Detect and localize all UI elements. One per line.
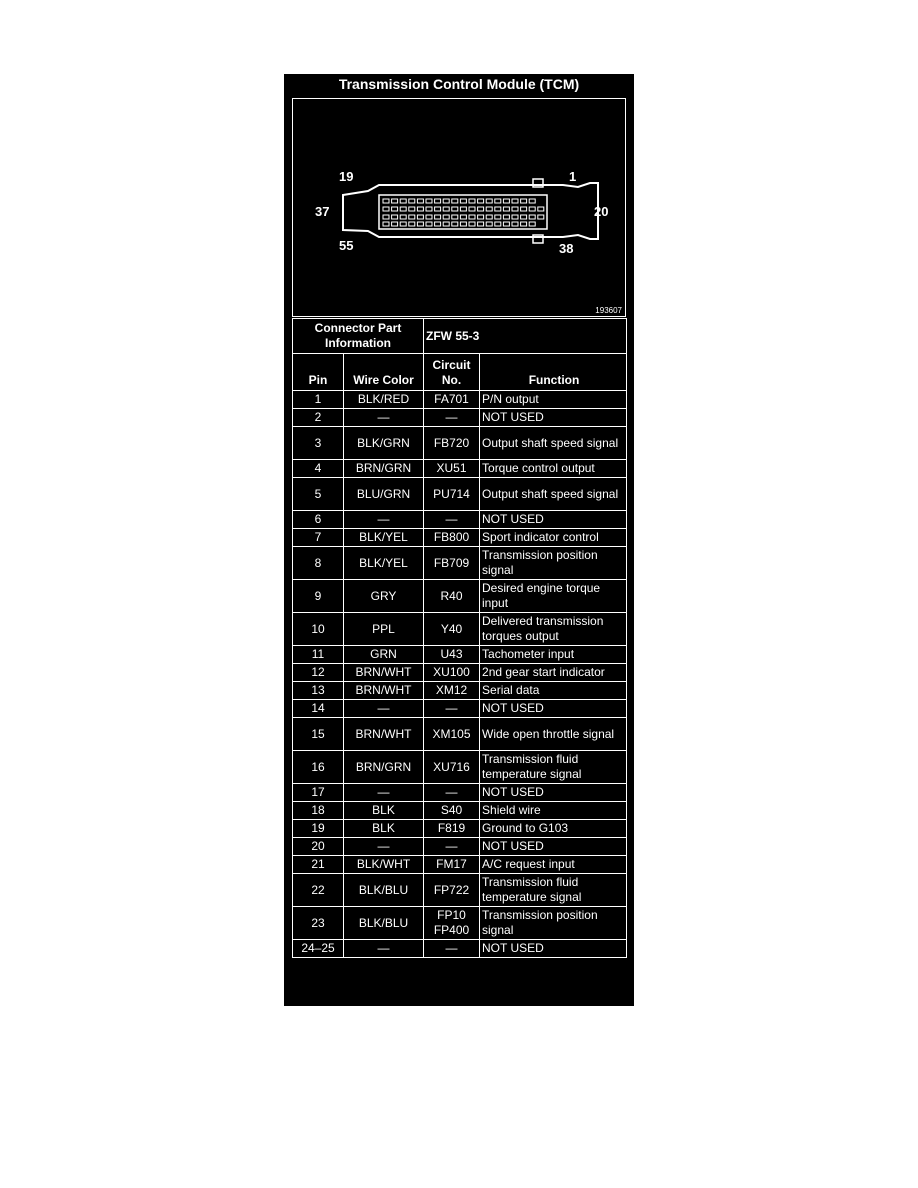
circuit-cell: FM17 [424, 856, 480, 874]
wire-color-cell: BRN/WHT [344, 682, 424, 700]
function-cell: Delivered transmission torques output [480, 613, 627, 646]
table-row [293, 613, 627, 646]
wire-color-cell: GRY [344, 580, 424, 613]
function-cell: NOT USED [480, 409, 627, 427]
table-row [293, 427, 627, 460]
pin-label-1: 1 [569, 169, 577, 184]
wire-color-cell: BRN/WHT [344, 664, 424, 682]
table-row [293, 682, 627, 700]
wire-color-cell: BLK/YEL [344, 547, 424, 580]
circuit-cell: FB800 [424, 529, 480, 547]
circuit-cell: XU716 [424, 751, 480, 784]
table-row [293, 718, 627, 751]
pin-cavity [486, 199, 492, 203]
circuit-code: FP10 [437, 908, 466, 922]
circuit-cell: F819 [424, 820, 480, 838]
pin-cavity [469, 222, 475, 226]
table-row [293, 478, 627, 511]
pin-cavity [443, 207, 449, 211]
pin-label-37: 37 [315, 204, 330, 219]
pin-cavity [529, 222, 535, 226]
pin-cavity [426, 199, 432, 203]
header-wire-color: Wire Color [344, 354, 424, 391]
pin-cell: 20 [293, 838, 344, 856]
table-row [293, 391, 627, 409]
pin-cell: 7 [293, 529, 344, 547]
pin-cavity [538, 215, 544, 219]
pin-cell: 17 [293, 784, 344, 802]
table-body [293, 391, 627, 958]
function-cell: Tachometer input [480, 646, 627, 664]
pin-cell: 10 [293, 613, 344, 646]
circuit-cell: Y40 [424, 613, 480, 646]
pin-cavity [503, 199, 509, 203]
connector-info-label: Connector Part Information [293, 319, 424, 354]
function-cell: Output shaft speed signal [480, 427, 627, 460]
table-header-row [293, 354, 627, 391]
function-cell: Torque control output [480, 460, 627, 478]
pin-cavity [435, 215, 441, 219]
pin-cell: 12 [293, 664, 344, 682]
pin-cavity [521, 215, 527, 219]
pin-cavity [409, 222, 415, 226]
pin-cavity [469, 207, 475, 211]
table-row [293, 856, 627, 874]
connector-info-row [293, 319, 627, 354]
pin-cavity [452, 207, 458, 211]
pin-cell: 21 [293, 856, 344, 874]
wire-color-cell: — [344, 838, 424, 856]
pin-cavity [400, 207, 406, 211]
wire-color-cell: — [344, 784, 424, 802]
circuit-cell: XU51 [424, 460, 480, 478]
pin-cell: 8 [293, 547, 344, 580]
pin-cell: 15 [293, 718, 344, 751]
wire-color-cell: BLK/YEL [344, 529, 424, 547]
pin-cavity [426, 207, 432, 211]
figure-id: 193607 [595, 306, 622, 315]
circuit-cell: — [424, 838, 480, 856]
page-title: Transmission Control Module (TCM) [338, 76, 580, 92]
table-row [293, 664, 627, 682]
pin-cavity [435, 207, 441, 211]
pin-cavity [512, 222, 518, 226]
function-cell: A/C request input [480, 856, 627, 874]
pin-cavity [512, 215, 518, 219]
pin-cavity [435, 222, 441, 226]
pin-cavity [392, 215, 398, 219]
wire-color-cell: BLK/GRN [344, 427, 424, 460]
pin-cavity [521, 222, 527, 226]
pin-cavity [460, 222, 466, 226]
circuit-cell: FB720 [424, 427, 480, 460]
pin-cavity [392, 207, 398, 211]
pin-cavity [443, 199, 449, 203]
table-row [293, 646, 627, 664]
table-row [293, 547, 627, 580]
pin-cavity [495, 215, 501, 219]
pin-cavity [409, 207, 415, 211]
pin-cavity [529, 215, 535, 219]
circuit-cell: S40 [424, 802, 480, 820]
table-row [293, 751, 627, 784]
pin-cell: 1 [293, 391, 344, 409]
function-cell: NOT USED [480, 784, 627, 802]
wire-color-cell: — [344, 409, 424, 427]
tcm-connector-panel [284, 74, 634, 1006]
function-cell: Ground to G103 [480, 820, 627, 838]
pin-cavity [503, 222, 509, 226]
pin-cavity [460, 215, 466, 219]
circuit-cell: FP722 [424, 874, 480, 907]
pin-cavity [409, 199, 415, 203]
pin-cell: 23 [293, 907, 344, 940]
circuit-cell: — [424, 700, 480, 718]
pin-cavity [417, 207, 423, 211]
wire-color-cell: BLK/WHT [344, 856, 424, 874]
wire-color-cell: BLK/BLU [344, 874, 424, 907]
pinout-table [292, 318, 627, 958]
circuit-cell: U43 [424, 646, 480, 664]
function-cell: 2nd gear start indicator [480, 664, 627, 682]
pin-cavity-area [379, 195, 547, 229]
pin-cavity [452, 215, 458, 219]
pin-cavity [538, 207, 544, 211]
pin-cavity [417, 199, 423, 203]
circuit-cell: R40 [424, 580, 480, 613]
wire-color-cell: BRN/GRN [344, 460, 424, 478]
wire-color-cell: — [344, 700, 424, 718]
pin-cavity [469, 215, 475, 219]
pin-cavity [443, 215, 449, 219]
function-cell: Transmission position signal [480, 907, 627, 940]
table-row [293, 838, 627, 856]
pin-cavity [486, 207, 492, 211]
table-row [293, 820, 627, 838]
table-row [293, 511, 627, 529]
pin-cavity [426, 222, 432, 226]
table-row [293, 580, 627, 613]
wire-color-cell: BLK/BLU [344, 907, 424, 940]
function-cell: Sport indicator control [480, 529, 627, 547]
wire-color-cell: GRN [344, 646, 424, 664]
pin-cell: 5 [293, 478, 344, 511]
function-cell: NOT USED [480, 940, 627, 958]
pin-cavity [409, 215, 415, 219]
table-row [293, 874, 627, 907]
function-cell: Transmission fluid temperature signal [480, 874, 627, 907]
pin-label-20: 20 [594, 204, 609, 219]
table-row [293, 700, 627, 718]
table-row [293, 784, 627, 802]
circuit-cell: XM105 [424, 718, 480, 751]
circuit-cell: — [424, 940, 480, 958]
function-cell: Wide open throttle signal [480, 718, 627, 751]
pin-cell: 19 [293, 820, 344, 838]
circuit-cell: — [424, 409, 480, 427]
connector-info-value: ZFW 55-3 [424, 319, 627, 354]
connector-diagram [292, 98, 626, 317]
pin-cavity [400, 199, 406, 203]
function-cell: NOT USED [480, 511, 627, 529]
pin-cavity [460, 207, 466, 211]
header-circuit-no: Circuit No. [424, 354, 480, 391]
pin-cavity [503, 215, 509, 219]
wire-color-cell: — [344, 940, 424, 958]
pinout-table-wrap [292, 318, 626, 958]
pin-cell: 22 [293, 874, 344, 907]
pin-cavity [443, 222, 449, 226]
wire-color-cell: BLK [344, 802, 424, 820]
pin-cell: 13 [293, 682, 344, 700]
pin-cell: 6 [293, 511, 344, 529]
circuit-cell: XM12 [424, 682, 480, 700]
pin-cell: 2 [293, 409, 344, 427]
function-cell: NOT USED [480, 700, 627, 718]
function-cell: Transmission fluid temperature signal [480, 751, 627, 784]
pin-cavity [478, 222, 484, 226]
pin-cavity [478, 199, 484, 203]
circuit-cell: PU714 [424, 478, 480, 511]
table-row [293, 940, 627, 958]
pin-cavity [452, 222, 458, 226]
pin-cavity [503, 207, 509, 211]
pin-cavity [417, 222, 423, 226]
function-cell: Shield wire [480, 802, 627, 820]
circuit-cell: — [424, 511, 480, 529]
pin-cavity [435, 199, 441, 203]
pin-cell: 16 [293, 751, 344, 784]
pin-cavity [521, 199, 527, 203]
header-function: Function [480, 354, 627, 391]
table-row [293, 460, 627, 478]
wire-color-cell: BRN/WHT [344, 718, 424, 751]
pin-cell: 24–25 [293, 940, 344, 958]
pin-cavity [400, 222, 406, 226]
pin-cavity [521, 207, 527, 211]
pin-cavity [478, 215, 484, 219]
pin-cavity [426, 215, 432, 219]
wire-color-cell: — [344, 511, 424, 529]
pin-cavity [529, 199, 535, 203]
pin-cell: 3 [293, 427, 344, 460]
pin-cavity [495, 207, 501, 211]
pin-cavity [495, 222, 501, 226]
pin-cavity [452, 199, 458, 203]
circuit-cell: FA701 [424, 391, 480, 409]
function-cell: NOT USED [480, 838, 627, 856]
pin-cavity [392, 199, 398, 203]
wire-color-cell: BLU/GRN [344, 478, 424, 511]
circuit-cell: FB709 [424, 547, 480, 580]
pin-cavity [383, 215, 389, 219]
function-cell: Output shaft speed signal [480, 478, 627, 511]
pin-cavity [469, 199, 475, 203]
pin-cavity [512, 199, 518, 203]
circuit-cell: — [424, 784, 480, 802]
pin-cell: 9 [293, 580, 344, 613]
header-pin: Pin [293, 354, 344, 391]
pin-cell: 18 [293, 802, 344, 820]
function-cell: Serial data [480, 682, 627, 700]
pin-cavity [383, 222, 389, 226]
pin-label-38: 38 [559, 241, 574, 256]
wire-color-cell: PPL [344, 613, 424, 646]
pin-cell: 4 [293, 460, 344, 478]
pin-cavity [392, 222, 398, 226]
function-cell: Transmission position signal [480, 547, 627, 580]
pin-cavity [486, 222, 492, 226]
function-cell: P/N output [480, 391, 627, 409]
pin-cavity [460, 199, 466, 203]
pin-label-19: 19 [339, 169, 354, 184]
circuit-code: FP400 [433, 923, 470, 937]
pin-cavity [512, 207, 518, 211]
table-row [293, 907, 627, 940]
pin-cavity [495, 199, 501, 203]
wire-color-cell: BRN/GRN [344, 751, 424, 784]
pin-grid [383, 199, 544, 226]
pin-cell: 11 [293, 646, 344, 664]
connector-drawing [293, 99, 627, 318]
pin-label-55: 55 [339, 238, 354, 253]
pin-cavity [486, 215, 492, 219]
table-row [293, 409, 627, 427]
pin-cavity [529, 207, 535, 211]
table-row [293, 529, 627, 547]
pin-cavity [383, 199, 389, 203]
pin-cavity [478, 207, 484, 211]
wire-color-cell: BLK [344, 820, 424, 838]
circuit-cell: XU100 [424, 664, 480, 682]
pin-cavity [400, 215, 406, 219]
wire-color-cell: BLK/RED [344, 391, 424, 409]
pin-cavity [383, 207, 389, 211]
pin-cell: 14 [293, 700, 344, 718]
circuit-cell [424, 907, 480, 940]
pin-cavity [417, 215, 423, 219]
function-cell: Desired engine torque input [480, 580, 627, 613]
table-row [293, 802, 627, 820]
